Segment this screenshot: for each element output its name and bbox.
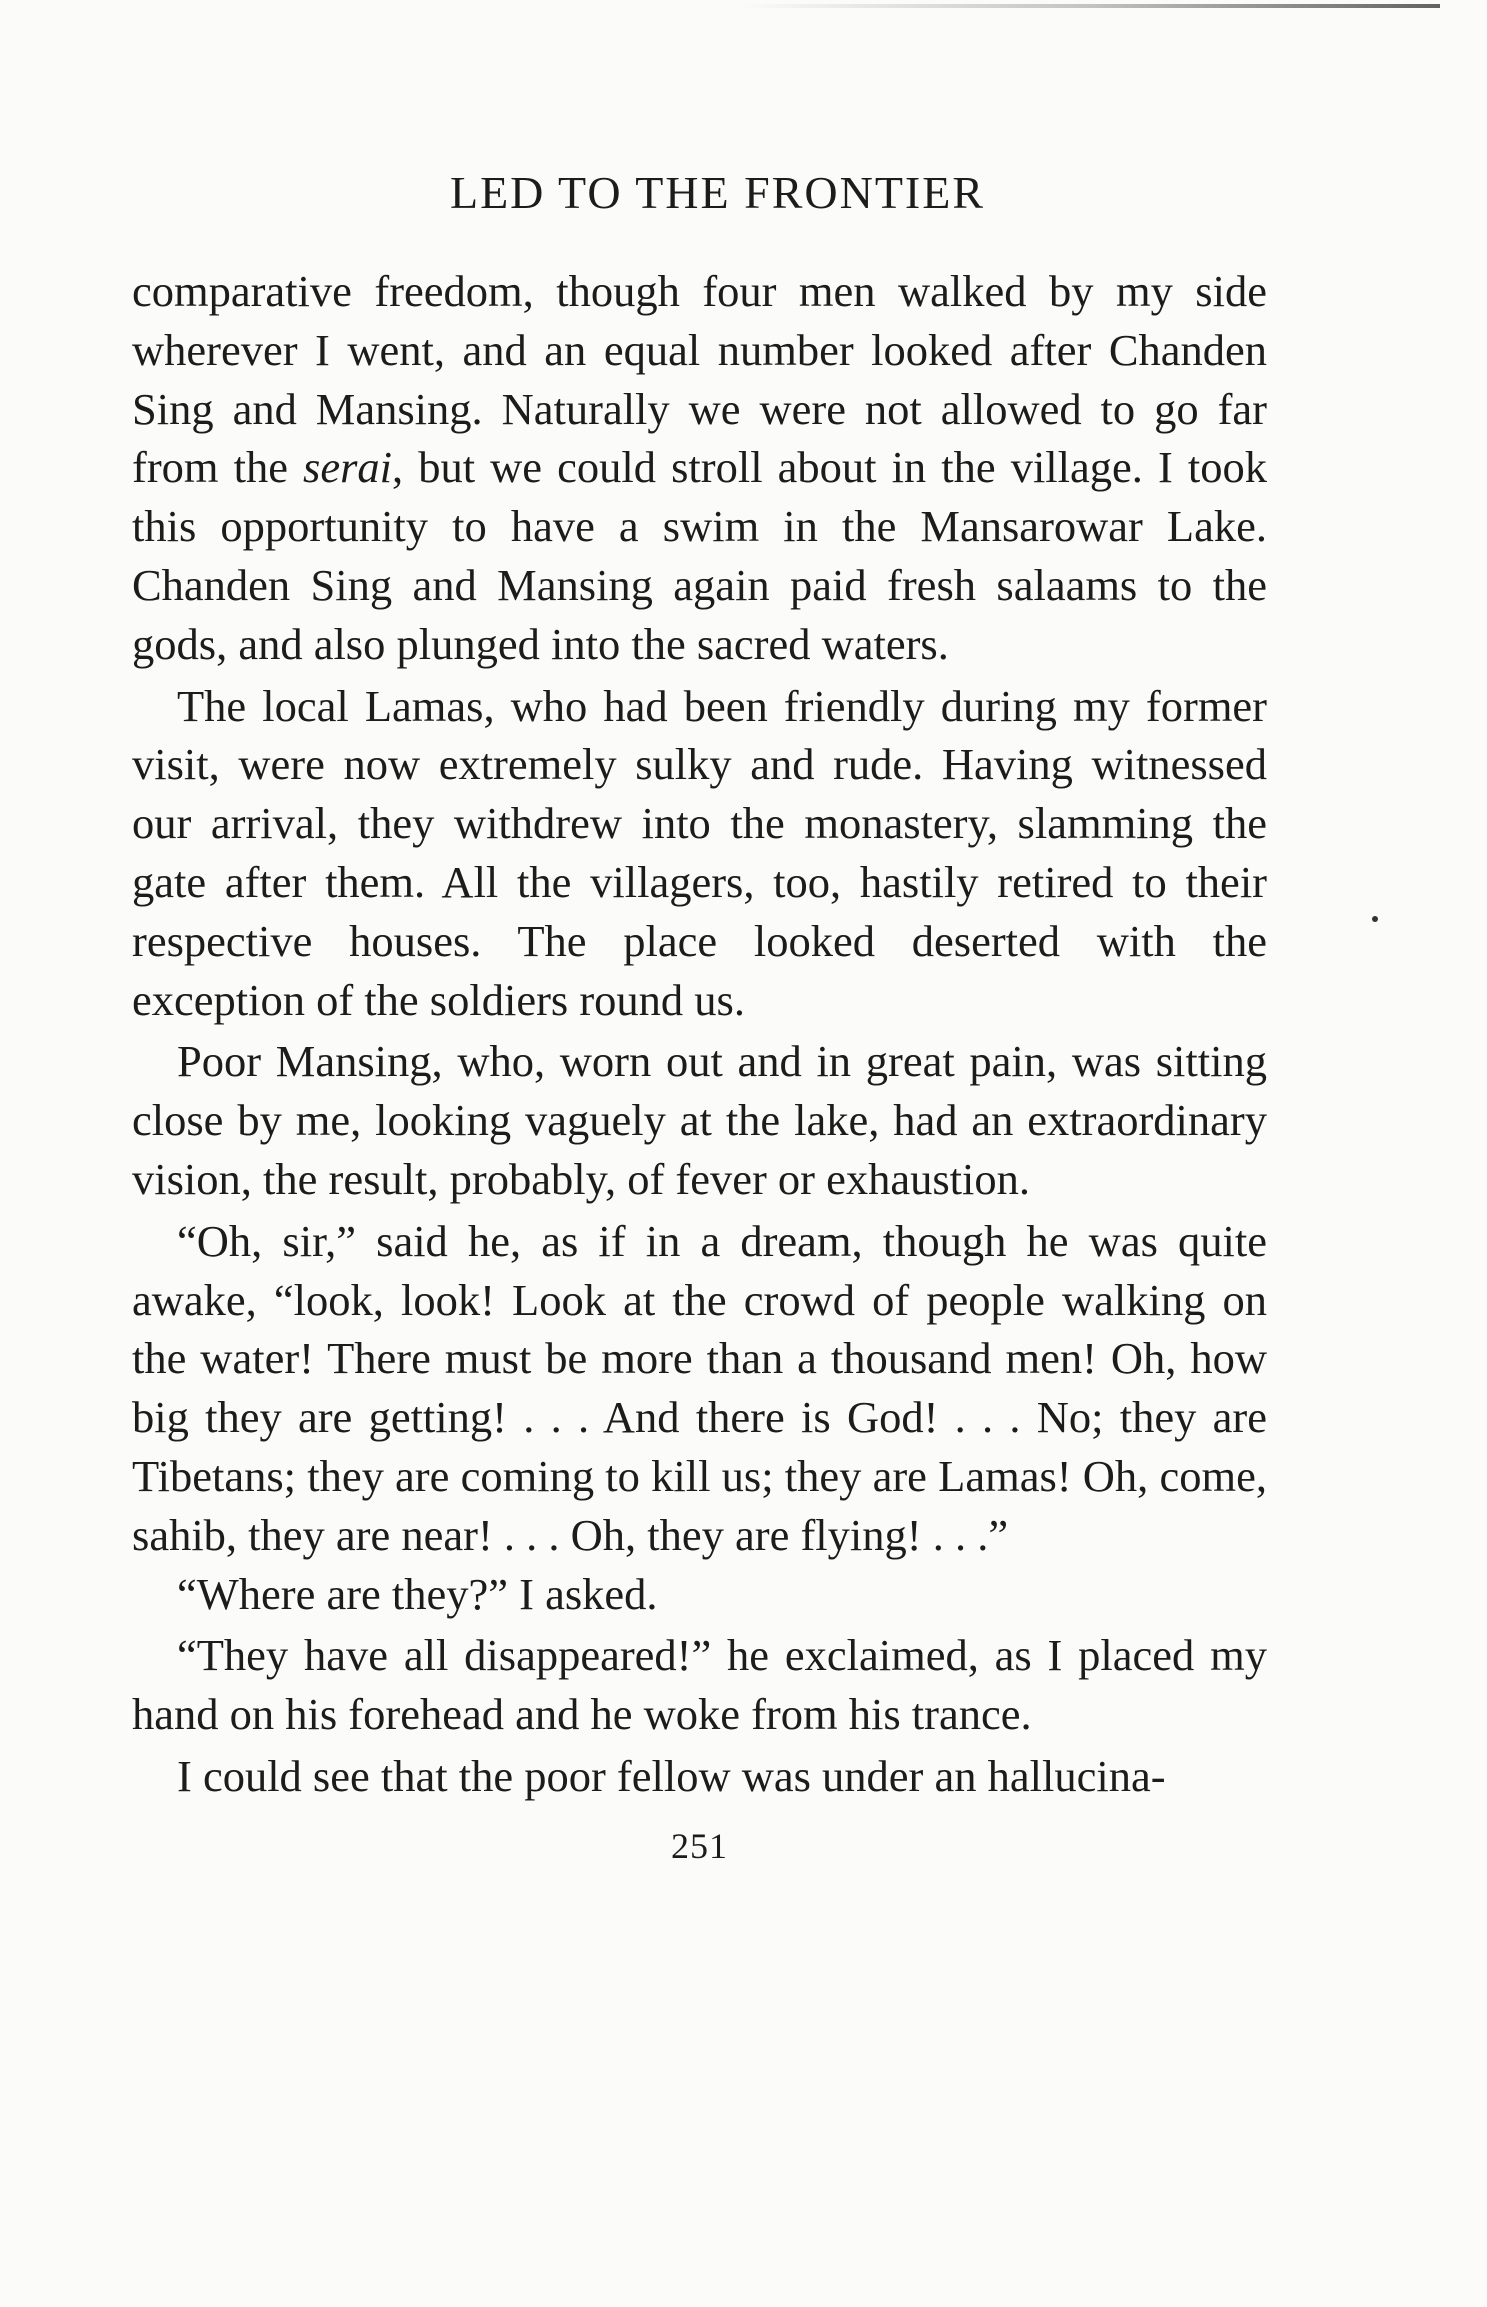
page-number: 251 bbox=[671, 1825, 728, 1866]
running-head-title: LED TO THE FRONTIER bbox=[449, 167, 986, 218]
paragraph-7: I could see that the poor fellow was under an hallucina- bbox=[177, 1750, 1166, 1801]
paragraph-3: Poor Mansing, who, worn out and in great pain, was sitting close by me, looking vaguely at the lake, had an extraordinary vision, the result, probably, of fever or exhaustion. bbox=[132, 1036, 1267, 1204]
paragraph-1-text-b: , but we could stroll about in the village. I took this opportunity to have a swim in the Mansarowar Lake. Chanden Sing and Mansing again paid fresh salaams to the gods, and also plunged into the sacred waters. bbox=[132, 442, 1267, 669]
ink-speck bbox=[1372, 916, 1378, 922]
paragraph-1-italic-word: serai bbox=[303, 442, 393, 493]
paragraph-1-text-a: comparative freedom, though four men walked by my side wherever I went, and an equal number looked after Chanden Sing and Mansing. Naturally we were not allowed to go far from the bbox=[132, 266, 1267, 493]
paragraph-2: The local Lamas, who had been friendly during my former visit, were now extremely sulky and rude. Having witnessed our arrival, they withdrew into the monastery, slamming the gate after them. All the villagers, too, hastily retired to their respective houses. The place looked deserted with the exception of the soldiers round us. bbox=[132, 680, 1267, 1025]
top-edge-scan-line bbox=[740, 4, 1440, 8]
book-page bbox=[132, 150, 1267, 1864]
body-text bbox=[132, 262, 1267, 1806]
paragraph-6: “They have all disappeared!” he exclaimed, as I placed my hand on his forehead and he woke from his trance. bbox=[132, 1630, 1267, 1740]
paragraph-1 bbox=[132, 262, 1267, 674]
paragraph-4: “Oh, sir,” said he, as if in a dream, though he was quite awake, “look, look! Look at the crowd of people walking on the water! There must be more than a thousand men! Oh, how big they are getting! . . . And there is God! . . . No; they are Tibetans; they are coming to kill us; they are Lamas! Oh, come, sahib, they are near! . . . Oh, they are flying! . . .” bbox=[132, 1215, 1267, 1560]
paragraph-5: “Where are they?” I asked. bbox=[177, 1568, 658, 1619]
